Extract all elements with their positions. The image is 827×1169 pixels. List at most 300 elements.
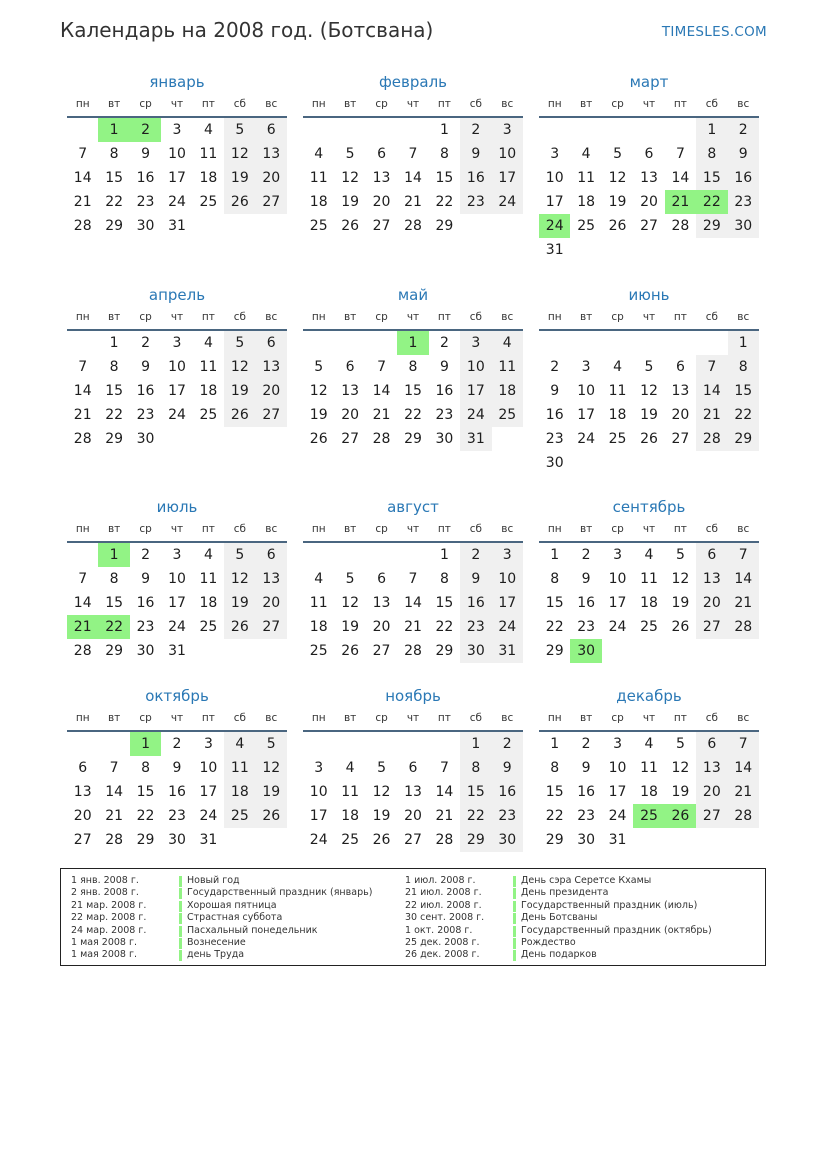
empty-cell (256, 427, 287, 451)
day-cell: 24 (168, 619, 186, 635)
week-row (303, 166, 523, 190)
day-cell: 12 (671, 760, 690, 776)
week-row (67, 591, 287, 615)
day-cell: 10 (608, 571, 627, 587)
day-cell: 23 (168, 808, 186, 824)
weekday-label: ср (611, 712, 624, 724)
day-cell: 1 (439, 122, 449, 138)
day-cell: 7 (408, 571, 418, 587)
weekday-label: вс (501, 712, 514, 724)
day-cell: 16 (577, 784, 596, 800)
day-cell: 4 (224, 732, 255, 756)
weekday-label: сб (233, 98, 246, 110)
day-cell: 13 (404, 784, 422, 800)
day-cell: 3 (613, 547, 623, 563)
empty-cell (728, 639, 759, 663)
day-cell: 13 (640, 170, 658, 186)
weekday-label: ср (375, 523, 388, 535)
month-name: февраль (378, 73, 448, 91)
day-cell: 2 (550, 359, 560, 375)
month-name: июль (156, 498, 198, 516)
month-3 (539, 72, 759, 262)
holiday-marker (513, 938, 516, 949)
day-cell: 11 (640, 760, 658, 776)
weekday-label: вт (343, 712, 357, 724)
day-cell: 15 (435, 595, 454, 611)
month-1 (67, 72, 287, 238)
weekday-label: вт (343, 98, 357, 110)
day-cell: 3 (203, 736, 213, 752)
weekday-label: ср (375, 311, 388, 323)
holiday-day: 21 (665, 190, 696, 214)
month-name: январь (149, 73, 205, 91)
holiday-day: 30 (570, 639, 601, 663)
day-cell: 22 (545, 619, 564, 635)
day-cell: 24 (608, 808, 627, 824)
holiday-name: Пасхальный понедельник (187, 924, 318, 936)
weekday-label: вт (343, 311, 357, 323)
day-cell: 4 (203, 547, 213, 563)
day-cell: 4 (644, 547, 654, 563)
week-row (303, 331, 523, 355)
holiday-marker (513, 926, 516, 937)
empty-cell (633, 238, 664, 262)
day-cell: 10 (608, 760, 627, 776)
month-6 (539, 285, 759, 475)
weekday-label: пт (437, 712, 451, 724)
weekday-header (539, 519, 759, 543)
day-cell: 10 (577, 383, 596, 399)
week-row (539, 732, 759, 756)
week-row (303, 567, 523, 591)
day-cell: 25 (199, 619, 218, 635)
day-cell: 23 (545, 431, 564, 447)
empty-cell (366, 543, 397, 567)
weekday-label: вт (107, 311, 121, 323)
day-cell: 23 (577, 808, 596, 824)
day-cell: 18 (640, 595, 658, 611)
day-cell: 19 (309, 407, 328, 423)
weekday-label: ср (611, 98, 624, 110)
day-cell: 26 (309, 431, 328, 447)
day-cell: 28 (696, 427, 727, 451)
day-cell: 4 (314, 571, 324, 587)
day-cell: 31 (199, 832, 218, 848)
day-cell: 1 (460, 732, 491, 756)
holiday-day: 1 (130, 732, 161, 756)
day-cell: 17 (168, 383, 186, 399)
day-cell: 13 (256, 567, 287, 591)
day-cell: 30 (460, 639, 491, 663)
day-cell: 4 (314, 146, 324, 162)
weekday-label: сб (469, 523, 482, 535)
holiday-date: 30 сент. 2008 г. (405, 912, 485, 924)
day-cell: 16 (728, 166, 759, 190)
holiday-day: 21 (67, 615, 98, 639)
empty-cell (460, 214, 491, 238)
day-cell: 13 (256, 355, 287, 379)
legend-item (405, 912, 735, 924)
day-cell: 17 (492, 166, 523, 190)
day-cell: 26 (256, 804, 287, 828)
week-row (303, 639, 523, 663)
day-cell: 2 (581, 547, 591, 563)
holiday-date: 2 янв. 2008 г. (71, 887, 139, 899)
day-cell: 18 (309, 619, 328, 635)
week-row (303, 780, 523, 804)
week-row (67, 118, 287, 142)
day-cell: 21 (728, 780, 759, 804)
week-row (539, 214, 759, 238)
holiday-marker (179, 938, 182, 949)
empty-cell (334, 118, 365, 142)
week-row (67, 379, 287, 403)
weekday-label: вт (107, 712, 121, 724)
weekday-header (539, 94, 759, 118)
day-cell: 16 (136, 595, 155, 611)
legend-item (405, 949, 735, 961)
holiday-name: Рождество (521, 936, 576, 948)
day-cell: 21 (73, 407, 92, 423)
day-cell: 30 (492, 828, 523, 852)
day-cell: 31 (168, 643, 186, 659)
holiday-name: Государственный праздник (октябрь) (521, 924, 712, 936)
day-cell: 25 (341, 832, 360, 848)
day-cell: 16 (460, 591, 491, 615)
weekday-label: ср (611, 523, 624, 535)
weekday-label: чт (406, 712, 420, 724)
holiday-name: Новый год (187, 875, 240, 886)
day-cell: 16 (435, 383, 454, 399)
weekday-label: чт (170, 523, 184, 535)
holiday-marker (513, 913, 516, 924)
empty-cell (492, 214, 523, 238)
empty-cell (193, 639, 224, 663)
day-cell: 4 (492, 331, 523, 355)
weekday-label: пн (311, 523, 326, 535)
week-row (539, 567, 759, 591)
weekday-header (303, 307, 523, 331)
empty-cell (492, 427, 523, 451)
empty-cell (570, 118, 601, 142)
weekday-label: пн (311, 98, 326, 110)
holiday-day: 26 (665, 804, 696, 828)
day-cell: 26 (224, 190, 255, 214)
day-cell: 3 (172, 547, 182, 563)
weekday-label: сб (469, 311, 482, 323)
week-row (67, 615, 287, 639)
legend-item (71, 937, 401, 949)
day-cell: 7 (696, 355, 727, 379)
day-cell: 1 (550, 547, 560, 563)
day-cell: 14 (728, 756, 759, 780)
holiday-day: 1 (98, 543, 129, 567)
day-cell: 7 (728, 732, 759, 756)
day-cell: 28 (671, 218, 690, 234)
empty-cell (728, 828, 759, 852)
empty-cell (696, 451, 727, 475)
legend-item (405, 900, 735, 912)
weekday-label: пт (201, 98, 215, 110)
day-cell: 11 (224, 756, 255, 780)
weekday-label: пн (75, 712, 90, 724)
day-cell: 2 (460, 543, 491, 567)
holiday-name: день Труда (187, 949, 245, 961)
weekday-label: вс (501, 523, 514, 535)
week-row (539, 828, 759, 852)
day-cell: 19 (341, 194, 360, 210)
weekday-label: вс (501, 311, 514, 323)
day-cell: 2 (141, 335, 151, 351)
day-cell: 6 (377, 146, 387, 162)
weekday-label: ср (375, 98, 388, 110)
holiday-date: 1 мая 2008 г. (71, 936, 137, 948)
weekday-label: пн (75, 98, 90, 110)
week-row (539, 166, 759, 190)
day-cell: 26 (224, 403, 255, 427)
holiday-date: 26 дек. 2008 г. (405, 949, 480, 961)
week-row (67, 639, 287, 663)
month-11 (303, 686, 523, 852)
day-cell: 21 (728, 591, 759, 615)
week-row (67, 331, 287, 355)
day-cell: 2 (492, 732, 523, 756)
day-cell: 7 (78, 359, 88, 375)
empty-cell (602, 238, 633, 262)
day-cell: 10 (460, 355, 491, 379)
day-cell: 29 (105, 218, 124, 234)
day-cell: 31 (168, 218, 186, 234)
day-cell: 9 (728, 142, 759, 166)
weekday-label: вс (501, 98, 514, 110)
day-cell: 12 (224, 567, 255, 591)
day-cell: 22 (435, 194, 454, 210)
day-cell: 20 (671, 407, 690, 423)
week-row (67, 756, 287, 780)
day-cell: 26 (671, 619, 690, 635)
day-cell: 18 (640, 784, 658, 800)
day-cell: 14 (696, 379, 727, 403)
day-cell: 14 (73, 595, 92, 611)
day-cell: 2 (728, 118, 759, 142)
day-cell: 19 (671, 595, 690, 611)
week-row (303, 756, 523, 780)
day-cell: 13 (256, 142, 287, 166)
legend-column (71, 875, 401, 962)
weekday-label: пн (311, 712, 326, 724)
day-cell: 30 (545, 455, 564, 471)
week-row (67, 732, 287, 756)
day-cell: 13 (341, 383, 360, 399)
day-cell: 10 (309, 784, 328, 800)
week-row (67, 427, 287, 451)
legend-item (405, 875, 735, 887)
legend-item (71, 949, 401, 961)
empty-cell (224, 427, 255, 451)
day-cell: 14 (372, 383, 391, 399)
day-cell: 17 (492, 591, 523, 615)
empty-cell (161, 427, 192, 451)
empty-cell (633, 828, 664, 852)
week-row (67, 828, 287, 852)
day-cell: 27 (73, 832, 92, 848)
site-link[interactable]: TIMESLES.COM (661, 24, 767, 40)
empty-cell (366, 732, 397, 756)
day-cell: 27 (256, 190, 287, 214)
weekday-header (67, 307, 287, 331)
weekday-label: вс (737, 712, 750, 724)
weekday-label: ср (139, 712, 152, 724)
empty-cell (67, 118, 98, 142)
day-cell: 16 (492, 780, 523, 804)
empty-cell (665, 828, 696, 852)
day-cell: 11 (492, 355, 523, 379)
day-cell: 9 (460, 142, 491, 166)
day-cell: 1 (439, 547, 449, 563)
week-row (303, 190, 523, 214)
day-cell: 17 (168, 170, 186, 186)
empty-cell (633, 451, 664, 475)
day-cell: 4 (203, 122, 213, 138)
day-cell: 3 (492, 118, 523, 142)
day-cell: 16 (460, 166, 491, 190)
day-cell: 23 (460, 190, 491, 214)
holiday-marker (179, 926, 182, 937)
day-cell: 11 (608, 383, 627, 399)
weekday-label: пт (201, 523, 215, 535)
day-cell: 3 (460, 331, 491, 355)
day-cell: 12 (341, 595, 360, 611)
day-cell: 29 (404, 431, 422, 447)
day-cell: 17 (608, 595, 627, 611)
day-cell: 30 (435, 431, 454, 447)
day-cell: 2 (581, 736, 591, 752)
day-cell: 3 (172, 335, 182, 351)
day-cell: 24 (168, 194, 186, 210)
day-cell: 12 (341, 170, 360, 186)
empty-cell (67, 732, 98, 756)
day-cell: 23 (136, 407, 155, 423)
day-cell: 10 (168, 571, 186, 587)
empty-cell (696, 238, 727, 262)
day-cell: 11 (199, 359, 218, 375)
weekday-label: вт (107, 98, 121, 110)
holiday-name: День сэра Серетсе Кхамы (521, 875, 652, 886)
holiday-date: 1 окт. 2008 г. (405, 924, 473, 936)
day-cell: 17 (199, 784, 218, 800)
day-cell: 18 (577, 194, 596, 210)
week-row (303, 804, 523, 828)
day-cell: 11 (577, 170, 596, 186)
empty-cell (539, 331, 570, 355)
holiday-marker (179, 913, 182, 924)
day-cell: 30 (136, 431, 155, 447)
day-cell: 20 (256, 591, 287, 615)
day-cell: 18 (199, 595, 218, 611)
weekday-label: вс (265, 712, 278, 724)
day-cell: 10 (199, 760, 218, 776)
day-cell: 21 (435, 808, 454, 824)
day-cell: 7 (109, 760, 119, 776)
day-cell: 27 (372, 218, 391, 234)
weekday-label: пн (311, 311, 326, 323)
holiday-name: День Ботсваны (521, 912, 598, 924)
day-cell: 3 (613, 736, 623, 752)
day-cell: 5 (345, 571, 355, 587)
day-cell: 5 (675, 736, 685, 752)
weekday-label: сб (705, 523, 718, 535)
month-name: ноябрь (385, 687, 441, 705)
holiday-day: 2 (130, 118, 161, 142)
week-row (303, 615, 523, 639)
weekday-label: чт (406, 311, 420, 323)
day-cell: 23 (577, 619, 596, 635)
day-cell: 12 (309, 383, 328, 399)
week-row (539, 238, 759, 262)
day-cell: 20 (256, 166, 287, 190)
day-cell: 7 (408, 146, 418, 162)
week-row (539, 331, 759, 355)
day-cell: 14 (105, 784, 124, 800)
day-cell: 9 (550, 383, 560, 399)
weekday-header (303, 94, 523, 118)
day-cell: 30 (577, 832, 596, 848)
day-cell: 9 (460, 567, 491, 591)
day-cell: 8 (109, 571, 119, 587)
day-cell: 17 (577, 407, 596, 423)
day-cell: 3 (550, 146, 560, 162)
weekday-label: ср (375, 712, 388, 724)
day-cell: 7 (377, 359, 387, 375)
day-cell: 26 (608, 218, 627, 234)
weekday-label: вс (737, 98, 750, 110)
week-row (539, 427, 759, 451)
week-row (539, 403, 759, 427)
day-cell: 8 (460, 756, 491, 780)
day-cell: 10 (492, 567, 523, 591)
day-cell: 31 (545, 242, 564, 258)
day-cell: 14 (73, 170, 92, 186)
holiday-date: 22 мар. 2008 г. (71, 912, 147, 924)
day-cell: 23 (460, 615, 491, 639)
day-cell: 26 (224, 615, 255, 639)
holiday-day: 1 (397, 331, 428, 355)
day-cell: 2 (460, 118, 491, 142)
empty-cell (334, 543, 365, 567)
week-row (303, 142, 523, 166)
weekday-label: пт (673, 712, 687, 724)
day-cell: 8 (439, 571, 449, 587)
month-7 (67, 497, 287, 663)
holiday-name: Государственный праздник (июль) (521, 899, 698, 911)
day-cell: 25 (640, 619, 658, 635)
day-cell: 27 (671, 431, 690, 447)
weekday-label: ср (139, 98, 152, 110)
empty-cell (67, 543, 98, 567)
empty-cell (366, 118, 397, 142)
week-row (67, 166, 287, 190)
weekday-header (539, 307, 759, 331)
week-row (303, 732, 523, 756)
holiday-marker (513, 901, 516, 912)
weekday-label: ср (611, 311, 624, 323)
day-cell: 18 (224, 780, 255, 804)
day-cell: 9 (581, 571, 591, 587)
month-name: март (629, 73, 669, 91)
day-cell: 18 (309, 194, 328, 210)
empty-cell (366, 331, 397, 355)
day-cell: 11 (640, 571, 658, 587)
